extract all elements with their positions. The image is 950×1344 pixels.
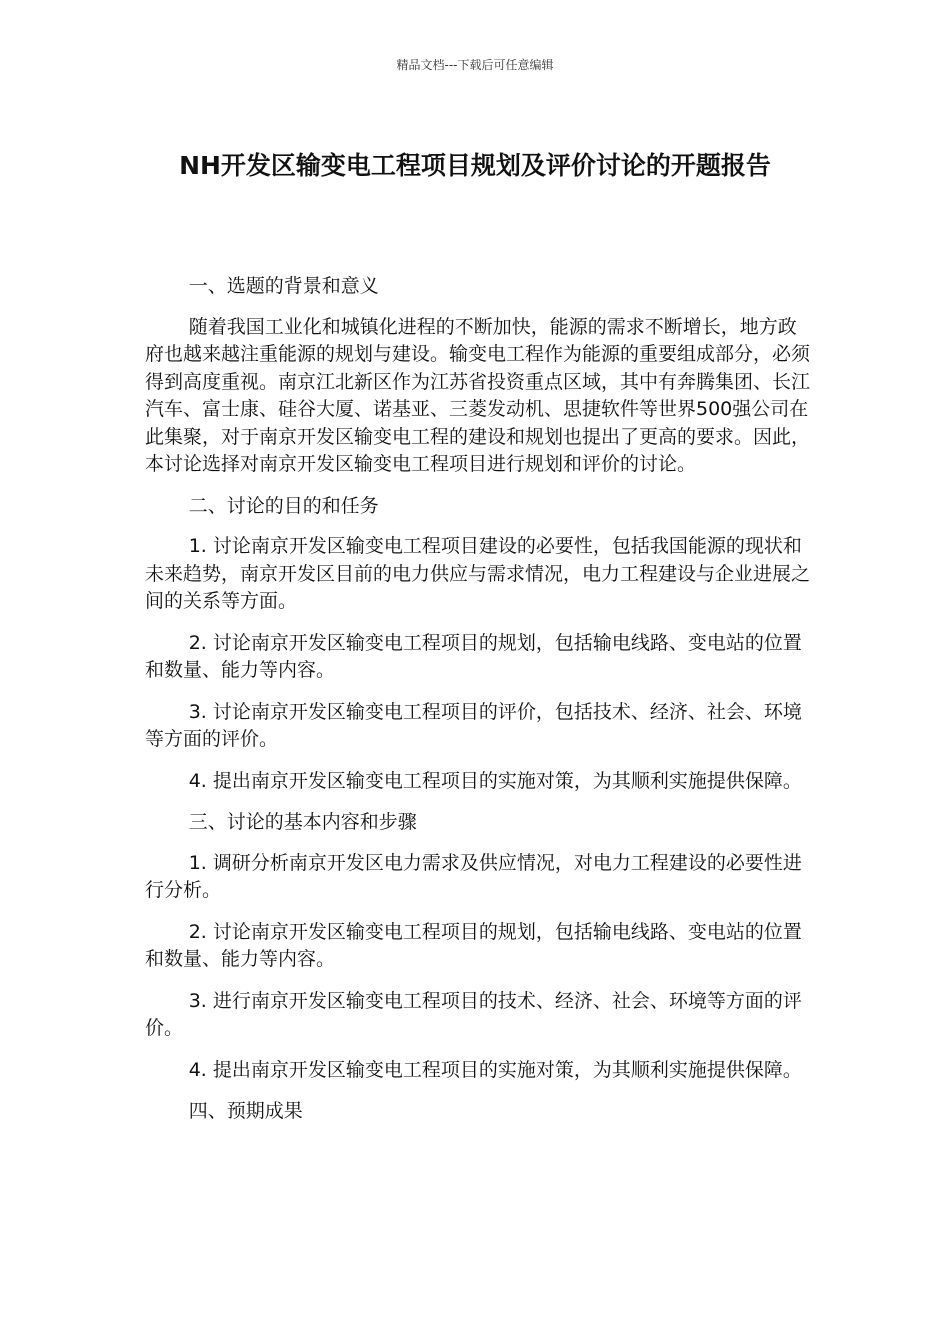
page-header: 精品文档---下载后可任意编辑 <box>396 58 554 72</box>
section-heading-expected-results: 四、预期成果 <box>188 1100 303 1122</box>
section-heading-content-steps: 三、讨论的基本内容和步骤 <box>188 811 417 833</box>
paragraph-steps-1: 1. 调研分析南京开发区电力需求及供应情况，对电力工程建设的必要性进行分析。 <box>145 851 802 901</box>
paragraph-steps-2: 2. 讨论南京开发区输变电工程项目的规划，包括输电线路、变电站的位置和数量、能力等内容。 <box>145 920 802 970</box>
section-heading-purpose: 二、讨论的目的和任务 <box>188 494 379 517</box>
paragraph-purpose-3: 3. 讨论南京开发区输变电工程项目的评价，包括技术、经济、社会、环境等方面的评价。 <box>145 700 802 750</box>
paragraph-purpose-4: 4. 提出南京开发区输变电工程项目的实施对策，为其顺利实施提供保障。 <box>188 769 802 792</box>
section-heading-background: 一、选题的背景和意义 <box>188 275 379 297</box>
document-title: NH开发区输变电工程项目规划及评价讨论的开题报告 <box>179 151 771 180</box>
paragraph-purpose-1: 1. 讨论南京开发区输变电工程项目建设的必要性，包括我国能源的现状和未来趋势，南京开发区目前的电力供应与需求情况，电力工程建设与企业进展之间的关系等方面。 <box>145 535 811 612</box>
paragraph-steps-4: 4. 提出南京开发区输变电工程项目的实施对策，为其顺利实施提供保障。 <box>188 1058 802 1081</box>
paragraph-background: 随着我国工业化和城镇化进程的不断加快，能源的需求不断增长，地方政府也越来越注重能源的规划与建设。输变电工程作为能源的重要组成部分，必须得到高度重视。南京江北新区作为江苏省投资重点区域，其中有奔腾集团、长江汽车、富士康、硅谷大厦、诺基亚、三菱发动机、思捷软件等世界500强公司在此集聚，对于南京开发区输变电工程的建设和规划也提出了更高的要求。因此，本讨论选择对南京开发区输变电工程项目进行规划和评价的讨论。 <box>145 315 811 475</box>
document-body <box>145 273 810 1139</box>
paragraph-purpose-2: 2. 讨论南京开发区输变电工程项目的规划，包括输电线路、变电站的位置和数量、能力等内容。 <box>145 631 802 681</box>
paragraph-steps-3: 3. 进行南京开发区输变电工程项目的技术、经济、社会、环境等方面的评价。 <box>145 989 802 1039</box>
